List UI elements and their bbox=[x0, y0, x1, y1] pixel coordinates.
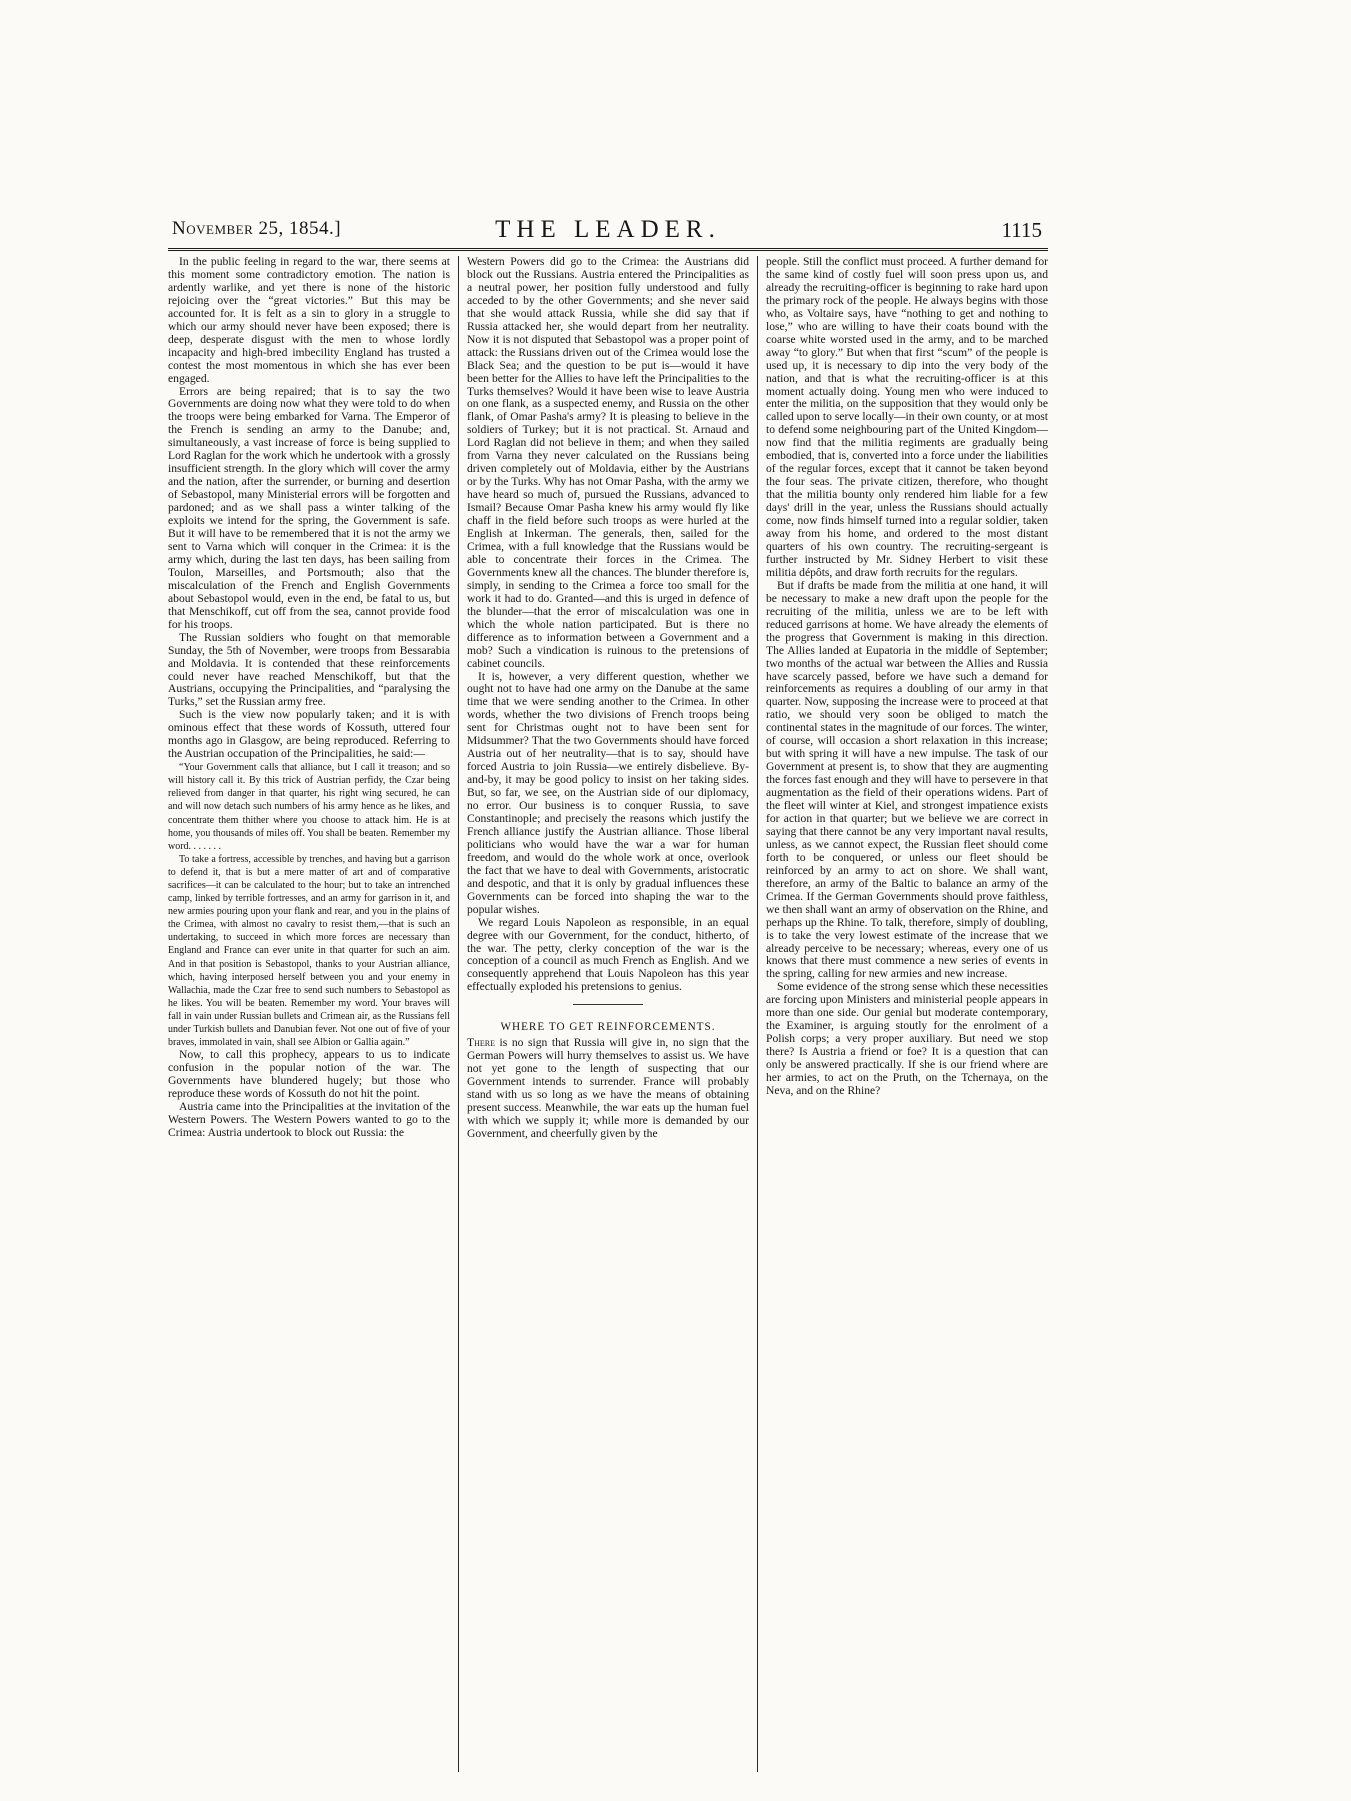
paragraph: But if drafts be made from the militia at one hand, it will be necessary to make a new draft upon the people for the recruiting of the militia, unless we are to be left with reduced garrisons at home. We have already the elements of the progress that Government is making in this direction. The Allies landed at Eupatoria in the middle of September; two months of the actual war between the Allies and Russia have scarcely passed, before we have such a demand for reinforcements as requires a doubling of our army in that quarter. Now, supposing the increase were to proceed at that ratio, we should very soon be obliged to match the continental states in the magnitude of our forces. The winter, of course, will occasion a short relaxation in this increase; but with spring it will have a new impulse. The task of our Government at present is, to show that they are augmenting the forces fast enough and they will have to persevere in that augmentation as the field of their operations widens. Part of the fleet will winter at Kiel, and strongest impatience exists for action in that quarter; but we believe we are correct in saying that there cannot be any very important naval results, unless, as we cannot expect, the Russian fleet should come forth to be conquered, or unless our fleet should be reinforced by an army to act on shore. We shall want, therefore, an army of the Baltic to balance an army of the Crimea. If the German Governments should prove faithless, we then shall want an army of observation on the Rhine, and perhaps up the Rhine. To talk, therefore, simply of doubling, is to take the very lowest estimate of the increase that we already perceive to be necessary; whereas, every one of us knows that there must commence a new series of events in the spring, calling for new armies and new increase. bbox=[766, 578, 1048, 981]
column-rule bbox=[458, 256, 459, 1772]
paragraph: Now, to call this prophecy, appears to us to indicate confusion in the popular notion of the war. The Governments have blundered hugely; but those who reproduce these words of Kossuth do not hit the point. bbox=[168, 1048, 450, 1101]
paragraph: In the public feeling in regard to the war, there seems at this moment some contradictory emotion. The nation is ardently warlike, and yet there is none of the historic rejoicing over the “great victories.” But this may be accounted for. It is felt as a sin to glory in a struggle to which our army should never have been exposed; there is deep, desperate disgust with the men to whose lordly incapacity and high-bred imbecility England has trusted a contest the most momentous in which she has ever been engaged. bbox=[168, 256, 450, 385]
paragraph: It is, however, a very different question, whether we ought not to have had one army on the Danube at the same time that we were sending another to the Crimea. In other words, whether the two divisions of French troops being sent for Christmas ought not to have been sent for Midsummer? That the two Governments should have forced Austria out of her neutrality—that is to say, should have forced Austria to join Russia—we entirely disbelieve. By-and-by, it may be good policy to insist on her taking sides. But, so far, we see, on the Austrian side of our diplomacy, no error. Our business is to conquer Russia, to save Constantinople; and precisely the reasons which justify the French alliance justify the Austrian alliance. Those liberal politicians who would have the war a war for human freedom, and would do the whole work at once, overlook the fact that we have to deal with Governments, aristocratic and despotic, and that it is only by gradual influences these Governments can be forced into shaping the war to the popular wishes. bbox=[467, 669, 749, 916]
column-3 bbox=[766, 256, 1048, 1772]
kossuth-quote: “Your Government calls that alliance, but I call it treason; and so will history call it. By this trick of Austrian perfidy, the Czar being relieved from danger in that quarter, his right wing secured, he can and will now detach such numbers of his army hence as he likes, and concentrate them thither where you choose to attack him. He is at home, you thousands of miles off. You shall be beaten. Remember my word. . . . . . . bbox=[168, 762, 450, 852]
paragraph bbox=[467, 1037, 749, 1141]
column-2 bbox=[467, 256, 749, 1772]
paragraph: Errors are being repaired; that is to say the two Governments are doing now what they were told to do when the troops were being embarked for Varna. The Emperor of the French is sending an army to the Danube; and, simultaneously, a vast increase of force is being supplied to Lord Raglan for the work which he undertook with a grossly insufficient strength. In the glory which will cover the army and the nation, after the surrender, or burning and desertion of Sebastopol, many Ministerial errors will be forgotten and pardoned; and as we shall pass a winter talking of the exploits we intend for the spring, the Government is safe. But it will have to be remembered that it is not the army we sent to Varna which will conquer in the Crimea: it is the army which, during the last ten days, has been sailing from Toulon, Marseilles, and Portsmouth; also that the miscalculation of the French and English Governments about Sebastopol would, even in the end, be fatal to us, but that Menschikoff, cut off from the sea, cannot provide food for his troops. bbox=[168, 384, 450, 631]
column-1 bbox=[168, 256, 450, 1772]
drop-word: There bbox=[467, 1036, 495, 1050]
paragraph: Some evidence of the strong sense which these necessities are forcing upon Ministers and ministerial people appears in more than one side. Our genial but moderate contemporary, the Examiner, is arguing stoutly for the enrolment of a Polish corps; a very proper auxiliary. But need we stop there? Is Austria a friend or foe? It is a question that can only be answered practically. If she is our friend where are her armies, to act on the Pruth, on the Tchernaya, on the Neva, and on the Rhine? bbox=[766, 980, 1048, 1097]
paragraph: The Russian soldiers who fought on that memorable Sunday, the 5th of November, were troops from Bessarabia and Moldavia. It is contended that these reinforcements could never have reached Menschikoff, but that the Austrians, occupying the Principalities, and “paralysing the Turks,” set the Russian army free. bbox=[168, 630, 450, 709]
page-number: 1115 bbox=[1001, 218, 1042, 242]
kossuth-quote: To take a fortress, accessible by trenches, and having but a garrison to defend it, that is but a mere matter of art and of comparative sacrifices—it can be calculated to the hour; but to take an intrenched camp, linked by terrible fortresses, and an army for garrison in it, and new armies pouring upon your flank and rear, and you in the plains of the Crimea, with almost no cavalry to resist them,—that is such an undertaking, to succeed in which more forces are necessary than England and France can ever unite in that quarter for such an aim. And in that position is Sebastopol, thanks to your Austrian alliance, which, having interposed herself between you and your enemy in Wallachia, made the Czar free to send such numbers to Sebastopol as he likes. You will be beaten. Remember my word. Your braves will fall in vain under Russian bullets and Crimean air, as the Russians fell under Turkish bullets and Danubian fever. Not one out of five of your braves, immolated in vain, shall see Albion or Gallia again.” bbox=[168, 853, 450, 1049]
section-heading: WHERE TO GET REINFORCEMENTS. bbox=[500, 1021, 716, 1034]
newspaper-page bbox=[168, 212, 1048, 1140]
article-columns bbox=[168, 256, 1048, 1772]
paragraph: We regard Louis Napoleon as responsible, in an equal degree with our Government, for the conduct, hitherto, of the war. The petty, clerky conception of the war is the conception of a council as much French as English. And we consequently apprehend that Louis Napoleon has this year effectually exploded his pretensions to genius. bbox=[467, 915, 749, 994]
paragraph-text: is no sign that Russia will give in, no sign that the German Powers will hurry themselves to assist us. We have not yet gone to the length of suspecting that our Government intends to surrender. France will probably stand with us so long as we have the means of obtaining present success. Meanwhile, the war eats up the human fuel with which we supply it; while more is demanded by our Government, and cheerfully given by the bbox=[467, 1036, 749, 1140]
paragraph: Western Powers did go to the Crimea: the Austrians did block out the Russians. Austria entered the Principalities as a neutral power, her position fully understood and fully acceded to by the other Governments; and she never said that she would attack Russia, while she did say that if Russia attacked her, she would depart from her neutrality. Now it is not disputed that Sebastopol was a proper point of attack: the Russians driven out of the Crimea would lose the Black Sea; and the question to be put is—would it have been better for the Allies to have left the Principalities to the Turks themselves? Would it have been wise to leave Austria on one flank, as a suspected enemy, and Russia on the other flank, of Omar Pasha's army? It is pleasing to believe in the soldiers of Turkey; but it is not practical. St. Arnaud and Lord Raglan did not believe in them; and when they sailed from Varna they never calculated on the Russians being driven completely out of Moldavia, either by the Austrians or by the Turks. Why has not Omar Pasha, with the army we have heard so much of, pursued the Russians, advanced to Ismail? Because Omar Pasha knew his army would fly like chaff in the field before such troops as were hurled at the English at Inkerman. The generals, then, sailed for the Crimea, with a full knowledge that the Russians would be able to concentrate their forces in the Crimea. The Governments knew all the chances. The blunder therefore is, simply, in sending to the Crimea a force too small for the work it had to do. Granted—and this is urged in defence of the blunder—that the error of miscalculation was one in which the whole nation participated. But is there no difference as to information between a Government and a mob? Such a vindication is ruinous to the pretensions of cabinet councils. bbox=[467, 256, 749, 670]
page-header bbox=[168, 212, 1048, 251]
section-separator bbox=[573, 1004, 643, 1005]
paragraph: Such is the view now popularly taken; and it is with ominous effect that these words of Kossuth, uttered four months ago in Glasgow, are being reproduced. Referring to the Austrian occupation of the Principalities, he said:— bbox=[168, 708, 450, 761]
masthead-title: THE LEADER. bbox=[495, 216, 721, 243]
paragraph: Austria came into the Principalities at the invitation of the Western Powers. The Western Powers wanted to go to the Crimea: Austria undertook to block out Russia: the bbox=[168, 1100, 450, 1139]
column-rule bbox=[757, 256, 758, 1772]
paragraph: people. Still the conflict must proceed. A further demand for the same kind of costly fuel will soon press upon us, and already the recruiting-officer is beginning to rake hard upon the primary rock of the people. He always begins with those who, as Voltaire says, have “nothing to get and nothing to lose,” who are willing to have their coats bound with the coarse white worsted used in the army, and to be marched away “to glory.” But when that first “scum” of the people is used up, it is necessary to dip into the very body of the nation, and that is what the recruiting-officer is at this moment actually doing. Young men who were induced to enter the militia, on the supposition that they would only be called upon to serve locally—in their own county, or at most to defend some neighbouring part of the United Kingdom—now find that the militia regiments are gradually being embodied, that is, converted into a force under the liabilities of the regular forces, except that it cannot be taken beyond the four seas. The private citizen, therefore, who thought that the militia bounty only rendered him liable for a few days' drill in the year, unless the Russians should actually come, now finds himself turned into a regular soldier, taken away from his home, and ordered to the most distant quarters of his own country. The recruiting-sergeant is further instructed by Mr. Sidney Herbert to visit these militia dépôts, and draw forth recruits for the regulars. bbox=[766, 256, 1048, 579]
issue-date: November 25, 1854.] bbox=[172, 218, 342, 239]
